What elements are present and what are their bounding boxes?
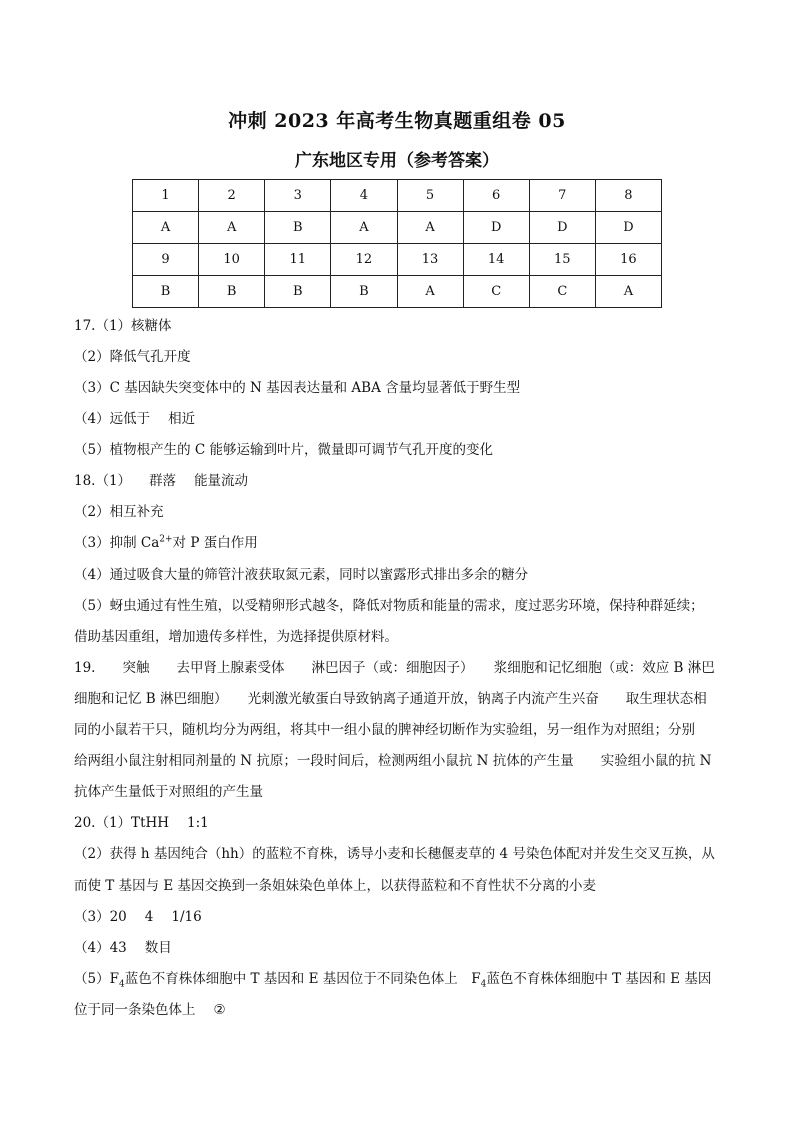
table-cell: A	[595, 276, 661, 308]
table-row	[133, 180, 662, 212]
table-cell: 2	[199, 180, 265, 212]
table-cell: D	[595, 212, 661, 244]
q18-line-2: （2）相互补充	[74, 504, 164, 520]
table-cell: 10	[199, 244, 265, 276]
table-cell: A	[397, 276, 463, 308]
q20-answer-6a: （5）F	[74, 971, 119, 987]
table-cell: A	[133, 212, 199, 244]
table-cell: 14	[463, 244, 529, 276]
q18-answer-1a: 18.（1）	[74, 473, 132, 489]
q20-answer-1a: 20.（1）TtHH	[74, 815, 170, 831]
q18-answer-3b: 对 P 蛋白作用	[172, 535, 258, 551]
q17-line-5: （5）植物根产生的 C 能够运输到叶片，微量即可调节气孔开度的变化	[74, 442, 494, 458]
table-cell: B	[331, 276, 397, 308]
table-cell: B	[265, 212, 331, 244]
table-row	[133, 244, 662, 276]
q20-answer-5a: （4）43	[74, 940, 127, 956]
table-cell: 4	[331, 180, 397, 212]
table-cell: B	[133, 276, 199, 308]
q18-line-6: 借助基因重组，增加遗传多样性，为选择提供原材料。	[74, 629, 398, 645]
q18-line-1	[74, 471, 734, 491]
table-cell: 11	[265, 244, 331, 276]
q19-line-1: 19. 突触 去甲肾上腺素受体 淋巴因子（或：细胞因子） 浆细胞和记忆细胞（或：效应 B 淋巴	[74, 660, 715, 676]
q20-answer-4a: （3）20	[74, 909, 127, 925]
q20-answer-5b: 数目	[144, 940, 172, 956]
table-cell: 12	[331, 244, 397, 276]
q17-line-2: （2）降低气孔开度	[74, 349, 191, 365]
table-cell: B	[265, 276, 331, 308]
q19-line-2: 细胞和记忆 B 淋巴细胞） 光刺激光敏蛋白导致钠离子通道开放，钠离子内流产生兴奋 取生理状态相	[74, 691, 707, 707]
table-cell: 8	[595, 180, 661, 212]
q18-line-5: （5）蚜虫通过有性生殖，以受精卵形式越冬，降低对物质和能量的需求，度过恶劣环境，保持种群延续；	[74, 598, 704, 614]
table-cell: C	[463, 276, 529, 308]
q18-line-4: （4）通过吸食大量的筛管汁液获取氮元素，同时以蜜露形式排出多余的糖分	[74, 567, 529, 583]
q20-answer-7a: 位于同一条染色体上	[74, 1002, 196, 1018]
q20-answer-1b: 1:1	[187, 815, 209, 831]
q20-line-6	[74, 969, 734, 989]
q20-line-4	[74, 907, 734, 927]
q20-line-3: 而使 T 基因与 E 基因交换到一条姐妹染色单体上，以获得蓝粒和不育性状不分离的小麦	[74, 878, 597, 894]
q20-line-7	[74, 1000, 734, 1020]
table-cell: 3	[265, 180, 331, 212]
q18-superscript: 2+	[159, 534, 173, 545]
table-cell: 6	[463, 180, 529, 212]
q17-line-1: 17.（1）核糖体	[74, 318, 172, 334]
q20-answer-4b: 4	[144, 909, 154, 925]
q20-answer-6c: 蓝色不育株体细胞中 T 基因和 E 基因	[486, 971, 712, 987]
q18-line-3	[74, 533, 734, 553]
table-cell: 7	[529, 180, 595, 212]
table-cell: 9	[133, 244, 199, 276]
table-cell: 13	[397, 244, 463, 276]
table-row	[133, 212, 662, 244]
table-cell: 5	[397, 180, 463, 212]
table-cell: 16	[595, 244, 661, 276]
table-cell: B	[199, 276, 265, 308]
page-title: 冲刺 2023 年高考生物真题重组卷 05	[228, 110, 566, 132]
q20-answer-4c: 1/16	[171, 909, 202, 925]
q19-line-5: 抗体产生量低于对照组的产生量	[74, 784, 263, 800]
q20-answer-7b: ②	[213, 1002, 226, 1018]
answer-table-body	[133, 180, 662, 308]
q18-answer-1b: 群落	[149, 473, 177, 489]
table-cell: A	[397, 212, 463, 244]
q18-answer-3a: （3）抑制 Ca	[74, 535, 160, 551]
table-cell: 1	[133, 180, 199, 212]
q20-line-1	[74, 813, 734, 833]
q17-answer-4b: 相近	[168, 411, 196, 427]
q20-subscript-2: 4	[480, 979, 487, 990]
q17-answer-4a: （4）远低于	[74, 411, 151, 427]
q20-answer-6b: 蓝色不育株体细胞中 T 基因和 E 基因位于不同染色体上 F	[124, 971, 481, 987]
table-cell: 15	[529, 244, 595, 276]
q19-line-4: 给两组小鼠注射相同剂量的 N 抗原；一段时间后，检测两组小鼠抗 N 抗体的产生量 实验组小鼠的抗 N	[74, 753, 712, 769]
table-row	[133, 276, 662, 308]
q20-line-2: （2）获得 h 基因纯合（hh）的蓝粒不育株，诱导小麦和长穗偃麦草的 4 号染色体配对并发生交叉互换，从	[74, 846, 715, 862]
table-cell: D	[529, 212, 595, 244]
q18-answer-1c: 能量流动	[194, 473, 249, 489]
q17-line-3: （3）C 基因缺失突变体中的 N 基因表达量和 ABA 含量均显著低于野生型	[74, 380, 521, 396]
table-cell: D	[463, 212, 529, 244]
answer-table	[132, 179, 662, 308]
table-cell: C	[529, 276, 595, 308]
page-subtitle: 广东地区专用（参考答案）	[295, 151, 499, 171]
table-cell: A	[199, 212, 265, 244]
q17-line-4	[74, 409, 734, 429]
q20-line-5	[74, 938, 734, 958]
q19-line-3: 同的小鼠若干只，随机均分为两组，将其中一组小鼠的脾神经切断作为实验组，另一组作为对照组；分别	[74, 722, 695, 738]
table-cell: A	[331, 212, 397, 244]
q20-subscript-1: 4	[118, 979, 125, 990]
